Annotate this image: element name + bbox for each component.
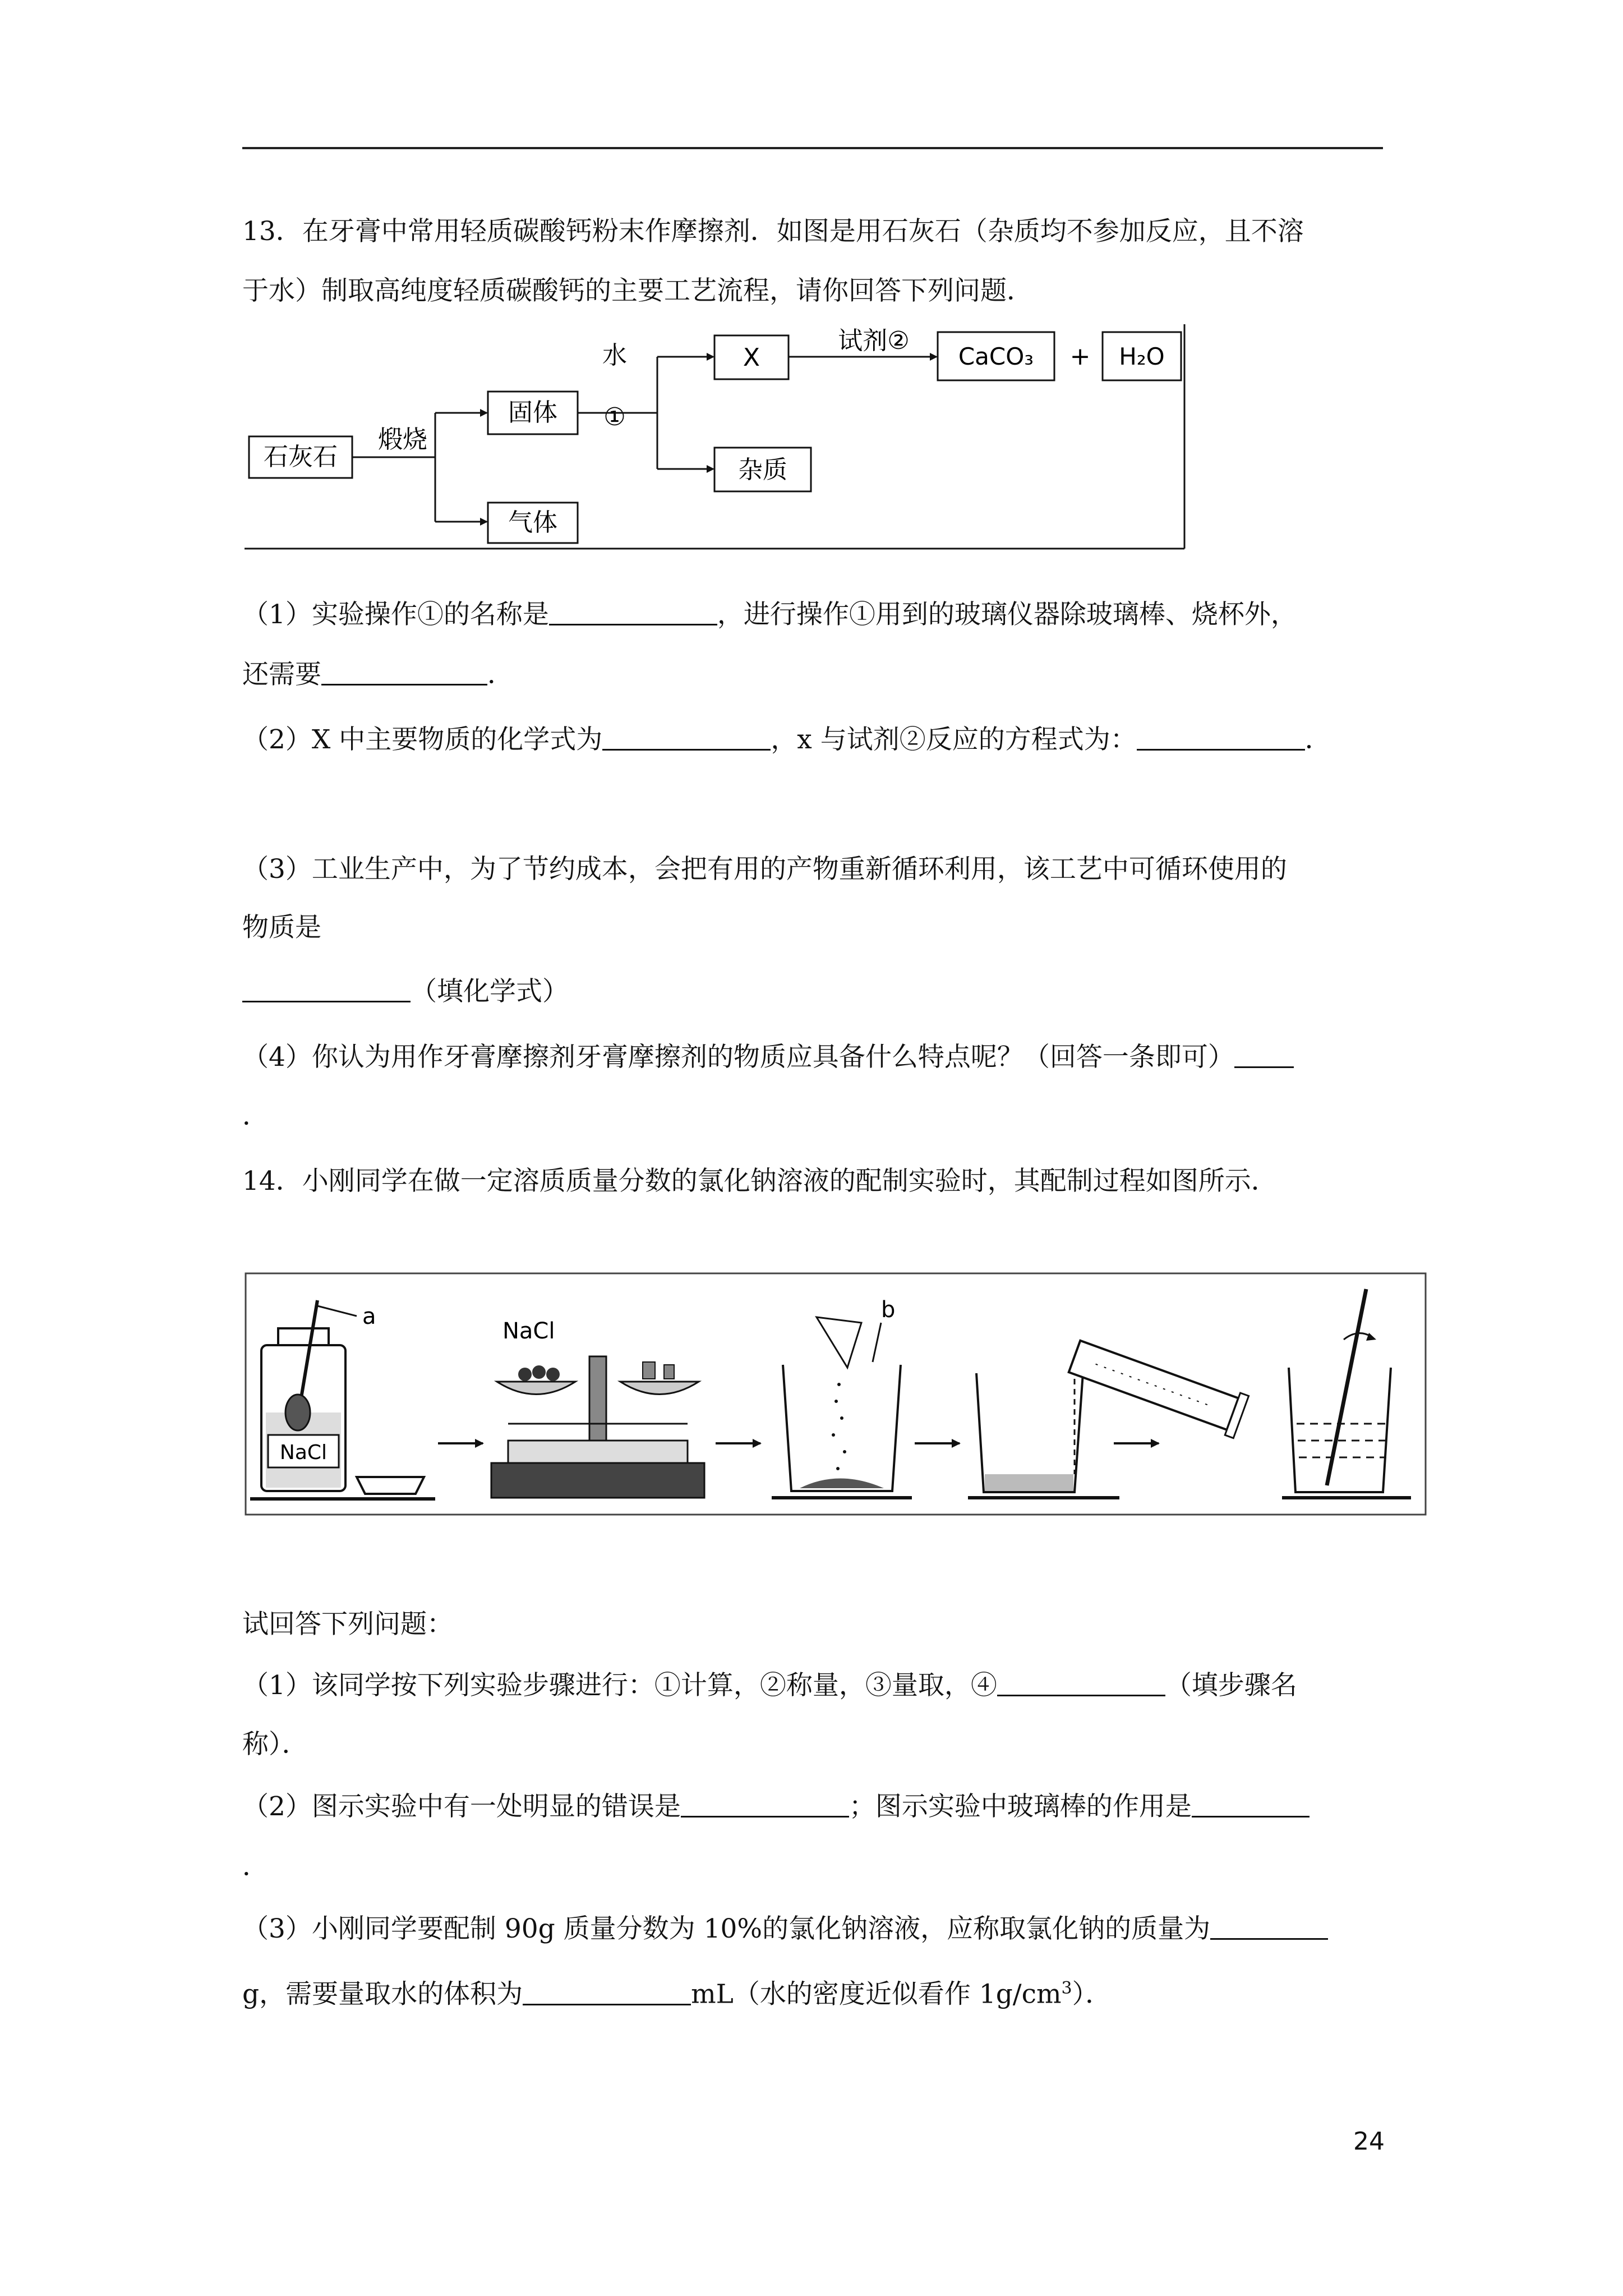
q13-p1-text-c: 还需要 [242,659,321,690]
bottle-label-text: NaCl [279,1441,328,1464]
q14-p3-superscript: 3 [1061,1978,1072,1998]
flow-limestone-text: 石灰石 [264,443,338,471]
q13-p1-text-b: ，进行操作①用到的玻璃仪器除玻璃棒、烧杯外， [717,599,1297,630]
q14-p1-text-b: （填步骤名 [1165,1670,1297,1701]
q13-p4-blank[interactable] [1234,1042,1294,1068]
q14-experiment-diagram [245,1272,1428,1521]
q14-p2-text-b: ；图示实验中玻璃棒的作用是 [849,1791,1192,1822]
q14-p3-text-d: ）． [1072,1978,1112,2010]
q13-stem-line2: 于水）制取高纯度轻质碳酸钙的主要工艺流程，请你回答下列问题． [242,275,1033,306]
q14-p2-text-a: （2）图示实验中有一处明显的错误是 [242,1791,681,1822]
flow-gas-text: 气体 [508,508,557,537]
q13-part1-line2 [242,658,514,692]
q14-p3-blank2[interactable] [523,1979,691,2005]
flow-water-label: 水 [602,341,627,370]
q14-p3-blank1[interactable] [1210,1913,1328,1940]
label-b-text: b [881,1297,896,1323]
q13-stem-line1: 13．在牙膏中常用轻质碳酸钙粉末作摩擦剂．如图是用石灰石（杂质均不参加反应，且不溶 [242,216,1304,247]
q13-p1-text-d: ． [487,659,514,690]
q13-p2-text-a: （2）X 中主要物质的化学式为 [242,724,603,755]
balance-label-text: NaCl [502,1318,555,1344]
q13-part3-line2: 物质是 [242,912,321,943]
q13-p1-blank1[interactable] [549,599,717,625]
q13-p2-text-c: ． [1304,724,1331,755]
flow-caco3-text: CaCO₃ [958,343,1034,370]
header-rule [242,147,1383,149]
q14-p3-text-a: （3）小刚同学要配制 90g 质量分数为 10%的氯化钠溶液，应称取氯化钠的质量为 [242,1913,1211,1944]
q13-p4-text-a: （4）你认为用作牙膏摩擦剂牙膏摩擦剂的物质应具备什么特点呢？（回答一条即可） [242,1042,1234,1073]
label-a-text: a [362,1304,376,1329]
q14-p2-blank2[interactable] [1192,1791,1310,1818]
q13-part4-line2: ． [242,1101,269,1131]
q13-part1-line1 [242,598,1297,632]
q14-p3-text-b: g，需要量取水的体积为 [242,1978,523,2010]
q14-part2-line1 [242,1790,1310,1824]
q13-part4-line1 [242,1041,1294,1074]
flow-plus-text: + [1069,342,1091,371]
flow-impurity-text: 杂质 [738,455,787,484]
q13-part3-line1: （3）工业生产中，为了节约成本，会把有用的产物重新循环利用，该工艺中可循环使用的 [242,854,1287,885]
q14-part3-line2 [242,1972,1112,2012]
q14-part1-line2: 称）． [242,1729,308,1760]
flow-h2o-text: H₂O [1119,343,1165,370]
q13-p2-blank2[interactable] [1137,724,1305,751]
q13-p2-text-b: ，x 与试剂②反应的方程式为： [771,724,1137,755]
q13-p1-blank2[interactable] [321,659,487,685]
flow-x-text: X [743,343,760,372]
q14-stem: 14．小刚同学在做一定溶质质量分数的氯化钠溶液的配制实验时，其配制过程如图所示． [242,1166,1278,1197]
q13-process-flow-diagram [245,324,1187,556]
q13-p1-text-a: （1）实验操作①的名称是 [242,599,549,630]
q14-p3-text-c: mL（水的密度近似看作 1g/cm [691,1978,1062,2010]
flow-solid-text: 固体 [508,398,557,427]
flow-reagent-label: 试剂② [838,326,910,355]
q13-p3-blank[interactable] [242,976,411,1002]
q14-part2-line2: ． [242,1851,269,1882]
flow-step1-label: ① [603,403,626,431]
flow-calcine-label: 煅烧 [378,425,427,454]
q14-part3-line1 [242,1912,1328,1946]
q14-p1-text-a: （1）该同学按下列实验步骤进行：①计算，②称量，③量取，④ [242,1670,997,1701]
q14-p2-blank1[interactable] [681,1791,849,1818]
q13-p2-blank1[interactable] [602,724,771,751]
q14-intro: 试回答下列问题： [242,1609,453,1640]
q14-part1-line1 [242,1669,1297,1703]
q14-p1-blank[interactable] [997,1670,1165,1696]
q13-p3-text-c: （填化学式） [411,976,569,1007]
q13-part3-line3 [242,975,569,1009]
q13-part2-line [242,723,1331,757]
page-number: 24 [1353,2127,1385,2156]
